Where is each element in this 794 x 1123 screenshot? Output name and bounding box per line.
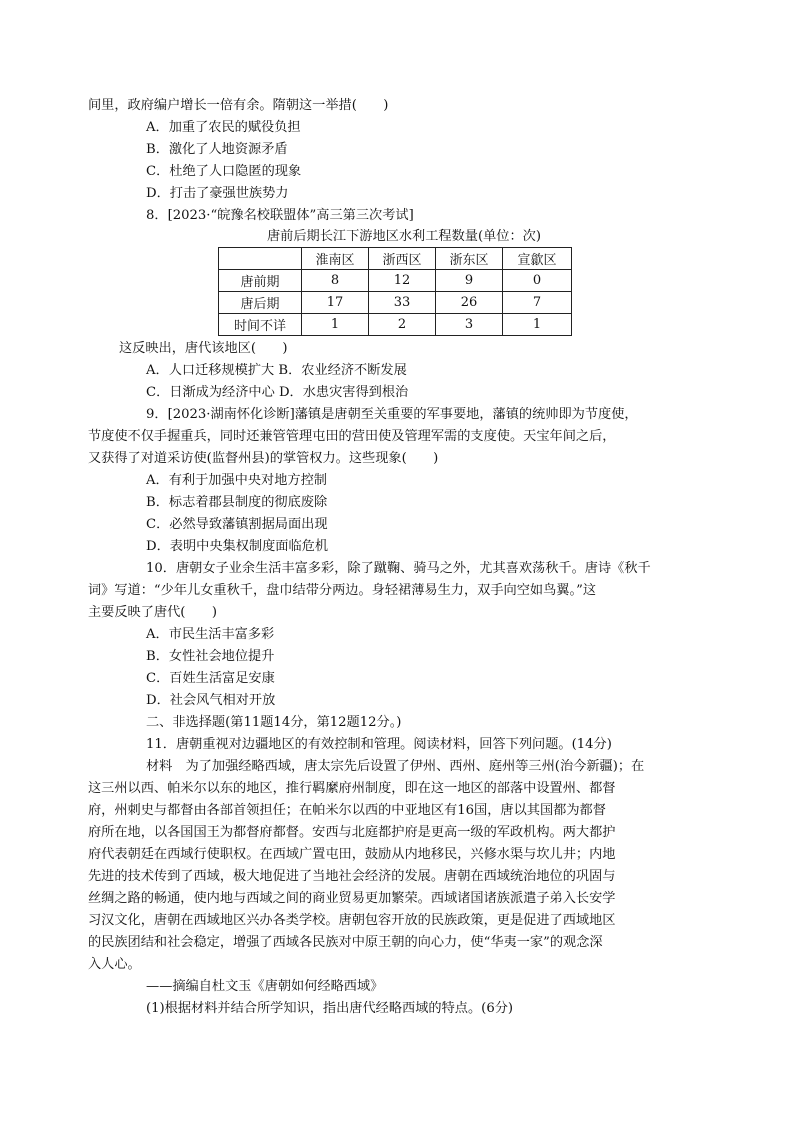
table-cell: 1 — [503, 314, 572, 336]
table-cell: 唐后期 — [219, 292, 302, 314]
table-header-cell: 浙东区 — [436, 248, 503, 270]
material-line: 先进的技术传到了西域，极大地促进了当地社会经济的发展。唐朝在西域统治地位的巩固与 — [88, 869, 616, 884]
table-row — [219, 314, 572, 336]
table-cell: 8 — [302, 270, 369, 292]
q8-table-title: 唐前后期长江下游地区水利工程数量(单位：次) — [266, 229, 542, 244]
citation: ——摘编自杜文玉《唐朝如何经略西域》 — [146, 979, 384, 994]
material-line: 习汉文化，唐朝在西域地区兴办各类学校。唐朝包容开放的民族政策，更是促进了西域地区 — [88, 913, 616, 928]
q10-option-a: A．市民生活丰富多彩 — [146, 627, 275, 642]
q10-option-b: B．女性社会地位提升 — [146, 649, 275, 664]
q9-line-1: 9．[2023·湖南怀化诊断]藩镇是唐朝至关重要的军事要地，藩镇的统帅即为节度使， — [146, 407, 638, 422]
q11-intro: 11．唐朝重视对边疆地区的有效控制和管理。阅读材料，回答下列问题。(14分) — [146, 737, 612, 752]
material-line: 府，州刺史与都督由各部首领担任；在帕米尔以西的中亚地区有16国，唐以其国都为都督 — [88, 803, 606, 818]
material-line: 府代表朝廷在西域行使职权。在西域广置屯田，鼓励从内地移民，兴修水渠与坎儿井；内地 — [88, 847, 616, 862]
q10-option-d: D．社会风气相对开放 — [146, 693, 276, 708]
table-cell: 时间不详 — [219, 314, 302, 336]
material-line: 这三州以西、帕米尔以东的地区，推行羁縻府州制度，即在这一地区的部落中设置州、都督 — [88, 781, 616, 796]
material-line: 入人心。 — [88, 957, 141, 972]
table-cell: 1 — [302, 314, 369, 336]
q7-option-b: B．激化了人地资源矛盾 — [146, 142, 288, 157]
q9-option-a: A．有利于加强中央对地方控制 — [146, 473, 327, 488]
q10-line-1: 10．唐朝女子业余生活丰富多彩，除了蹴鞠、骑马之外，尤其喜欢荡秋千。唐诗《秋千 — [146, 561, 651, 576]
q7-option-a: A．加重了农民的赋役负担 — [146, 120, 301, 135]
table-cell: 0 — [503, 270, 572, 292]
table-cell: 3 — [436, 314, 503, 336]
q9-line-3: 又获得了对道采访使(监督州县)的掌管权力。这些现象( ) — [88, 451, 439, 466]
table-cell: 唐前期 — [219, 270, 302, 292]
table-row — [219, 292, 572, 314]
q8-question: 这反映出，唐代该地区( ) — [119, 341, 288, 356]
q9-option-d: D．表明中央集权制度面临危机 — [146, 539, 329, 554]
q8-options-ab: A．人口迁移规模扩大 B．农业经济不断发展 — [146, 363, 407, 378]
table-cell: 17 — [302, 292, 369, 314]
table-cell: 33 — [369, 292, 436, 314]
q8-options-cd: C．日渐成为经济中心 D．水患灾害得到根治 — [146, 385, 409, 400]
page-content — [88, 95, 679, 1020]
q8-table — [218, 247, 572, 336]
table-header-cell: 浙西区 — [369, 248, 436, 270]
section-heading: 二、非选择题(第11题14分，第12题12分。) — [146, 715, 402, 730]
table-header-cell — [219, 248, 302, 270]
table-cell: 9 — [436, 270, 503, 292]
table-row — [219, 270, 572, 292]
q7-option-d: D．打击了豪强世族势力 — [146, 186, 289, 201]
q9-option-b: B．标志着郡县制度的彻底废除 — [146, 495, 328, 510]
q9-option-c: C．必然导致藩镇割据局面出现 — [146, 517, 328, 532]
q10-line-2: 词》写道：“少年儿女重秋千，盘巾结带分两边。身轻裙薄易生力，双手向空如鸟翼。”这 — [88, 583, 597, 598]
q9-line-2: 节度使不仅手握重兵，同时还兼管管理屯田的营田使及管理军需的支度使。天宝年间之后， — [88, 429, 616, 444]
table-header-cell: 宣歙区 — [503, 248, 572, 270]
q10-line-3: 主要反映了唐代( ) — [88, 605, 217, 620]
q11-sub-1: (1)根据材料并结合所学知识，指出唐代经略西域的特点。(6分) — [146, 1001, 514, 1016]
material-line: 丝绸之路的畅通，使内地与西域之间的商业贸易更加繁荣。西域诸国诸族派遣子弟入长安学 — [88, 891, 616, 906]
table-cell: 2 — [369, 314, 436, 336]
material-line: 府所在地，以各国国王为都督府都督。安西与北庭都护府是更高一级的军政机构。两大都护 — [88, 825, 616, 840]
q7-option-c: C．杜绝了人口隐匿的现象 — [146, 164, 302, 179]
table-cell: 12 — [369, 270, 436, 292]
q10-option-c: C．百姓生活富足安康 — [146, 671, 275, 686]
table-cell: 26 — [436, 292, 503, 314]
q8-source: 8．[2023·“皖豫名校联盟体”高三第三次考试] — [146, 208, 414, 223]
material-line: 材料 为了加强经略西域，唐太宗先后设置了伊州、西州、庭州等三州(治今新疆)；在 — [146, 759, 645, 774]
table-header-row — [219, 248, 572, 270]
table-header-cell: 淮南区 — [302, 248, 369, 270]
material-line: 的民族团结和社会稳定，增强了西域各民族对中原王朝的向心力，使“华夷一家”的观念深 — [88, 935, 603, 950]
q7-stem-end: 间里，政府编户增长一倍有余。隋朝这一举措( ) — [88, 98, 389, 113]
table-cell: 7 — [503, 292, 572, 314]
